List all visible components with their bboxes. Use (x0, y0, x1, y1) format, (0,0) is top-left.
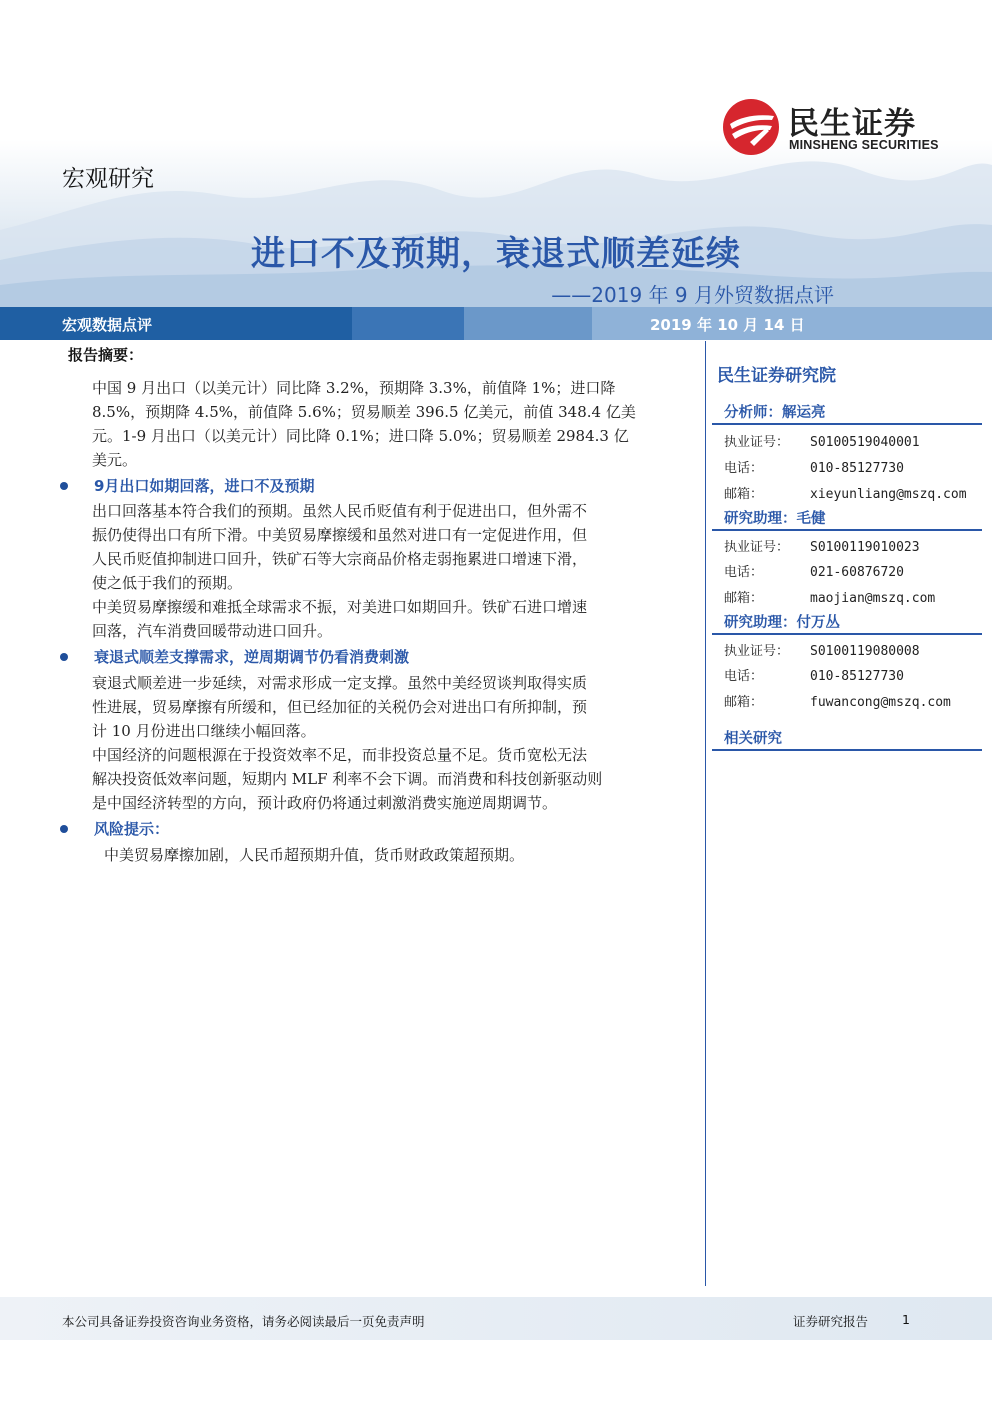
section-text (92, 499, 680, 643)
footer-doc-type: 证券研究报告 (793, 1314, 869, 1329)
company-logo (722, 96, 962, 158)
report-title: 进口不及预期，衰退式顺差延续 (251, 234, 741, 274)
bullet-icon (60, 825, 68, 833)
email-link[interactable]: maojian@mszq.com (810, 591, 936, 606)
analyst-heading: 分析师：解运亮 (712, 399, 982, 425)
footer-disclaimer: 本公司具备证券投资咨询业务资格，请务必阅读最后一页免责声明 (62, 1314, 425, 1329)
analyst-row: 邮箱： maojian@mszq.com (724, 591, 936, 606)
analyst-heading: 研究助理：毛健 (712, 505, 982, 531)
abstract-text (92, 376, 680, 472)
page-number: 1 (902, 1312, 910, 1327)
logo-chinese-name: 民生证券 (788, 106, 916, 142)
text-line: 使之低于我们的预期。 (92, 574, 243, 592)
report-subtitle: ——2019 年 9 月外贸数据点评 (551, 283, 834, 307)
analyst-row: 邮箱： xieyunliang@mszq.com (724, 487, 967, 502)
text-line: 8.5%，预期降 4.5%，前值降 5.6%；贸易顺差 396.5 亿美元，前值 348.4 亿美 (92, 403, 636, 421)
minsheng-logo-icon (722, 98, 780, 156)
bullet-icon (60, 653, 68, 661)
text-line: 计 10 月份进出口继续小幅回落。 (92, 722, 316, 740)
text-line: 是中国经济转型的方向，预计政府仍将通过刺激消费实施逆周期调节。 (92, 794, 558, 812)
text-line: 人民币贬值抑制进口回升，铁矿石等大宗商品价格走弱拖累进口增速下滑， (92, 550, 588, 568)
analyst-row: 电话： 010-85127730 (724, 669, 904, 684)
report-date: 2019 年 10 月 14 日 (650, 316, 805, 334)
logo-english-name: MINSHENG SECURITIES (789, 138, 939, 152)
analyst-heading: 研究助理：付万丛 (712, 609, 982, 635)
email-link[interactable]: xieyunliang@mszq.com (810, 487, 967, 502)
risk-text (104, 843, 680, 867)
bullet-icon (60, 482, 68, 490)
report-type-label: 宏观数据点评 (62, 316, 153, 334)
related-research-heading: 相关研究 (712, 725, 982, 751)
text-line: 衰退式顺差进一步延续，对需求形成一定支撑。虽然中美经贸谈判取得实质 (92, 674, 588, 692)
text-line: 解决投资低效率问题，短期内 MLF 利率不会下调。而消费和科技创新驱动则 (92, 770, 603, 788)
text-line: 美元。 (92, 451, 138, 469)
analyst-row: 邮箱： fuwancong@mszq.com (724, 695, 951, 710)
text-line: 出口回落基本符合我们的预期。虽然人民币贬值有利于促进出口，但外需不 (92, 502, 588, 520)
analyst-row: 电话： 021-60876720 (724, 565, 904, 580)
section-heading: 衰退式顺差支撑需求，逆周期调节仍看消费刺激 (60, 646, 409, 667)
section-heading: 9月出口如期回落，进口不及预期 (60, 475, 314, 496)
analyst-row: 电话： 010-85127730 (724, 461, 904, 476)
text-line: 中国 9 月出口（以美元计）同比降 3.2%，预期降 3.3%，前值降 1%；进口降 (92, 379, 616, 397)
text-line: 回落，汽车消费回暖带动进口回升。 (92, 622, 333, 640)
text-line: 中美贸易摩擦加剧，人民币超预期升值，货币财政政策超预期。 (104, 846, 525, 864)
text-line: 性进展，贸易摩擦有所缓和，但已经加征的关税仍会对进出口有所抑制，预 (92, 698, 588, 716)
text-line: 中美贸易摩擦缓和难抵全球需求不振，对美进口如期回升。铁矿石进口增速 (92, 598, 588, 616)
analyst-row: 执业证号： S0100119080008 (724, 644, 920, 659)
section-heading: 风险提示： (60, 818, 169, 839)
column-divider (705, 341, 706, 1286)
text-line: 中国经济的问题根源在于投资效率不足，而非投资总量不足。货币宽松无法 (92, 746, 588, 764)
email-link[interactable]: fuwancong@mszq.com (810, 695, 951, 710)
abstract-label: 报告摘要： (68, 346, 144, 364)
text-line: 元。1-9 月出口（以美元计）同比降 0.1%；进口降 5.0%；贸易顺差 2984.3 亿 (92, 427, 629, 445)
institute-name: 民生证券研究院 (717, 366, 836, 386)
section-text (92, 671, 680, 815)
analyst-row: 执业证号： S0100519040001 (724, 435, 920, 450)
analyst-row: 执业证号： S0100119010023 (724, 540, 920, 555)
report-category: 宏观研究 (62, 166, 154, 192)
text-line: 振仍使得出口有所下滑。中美贸易摩擦缓和虽然对进口有一定促进作用，但 (92, 526, 588, 544)
